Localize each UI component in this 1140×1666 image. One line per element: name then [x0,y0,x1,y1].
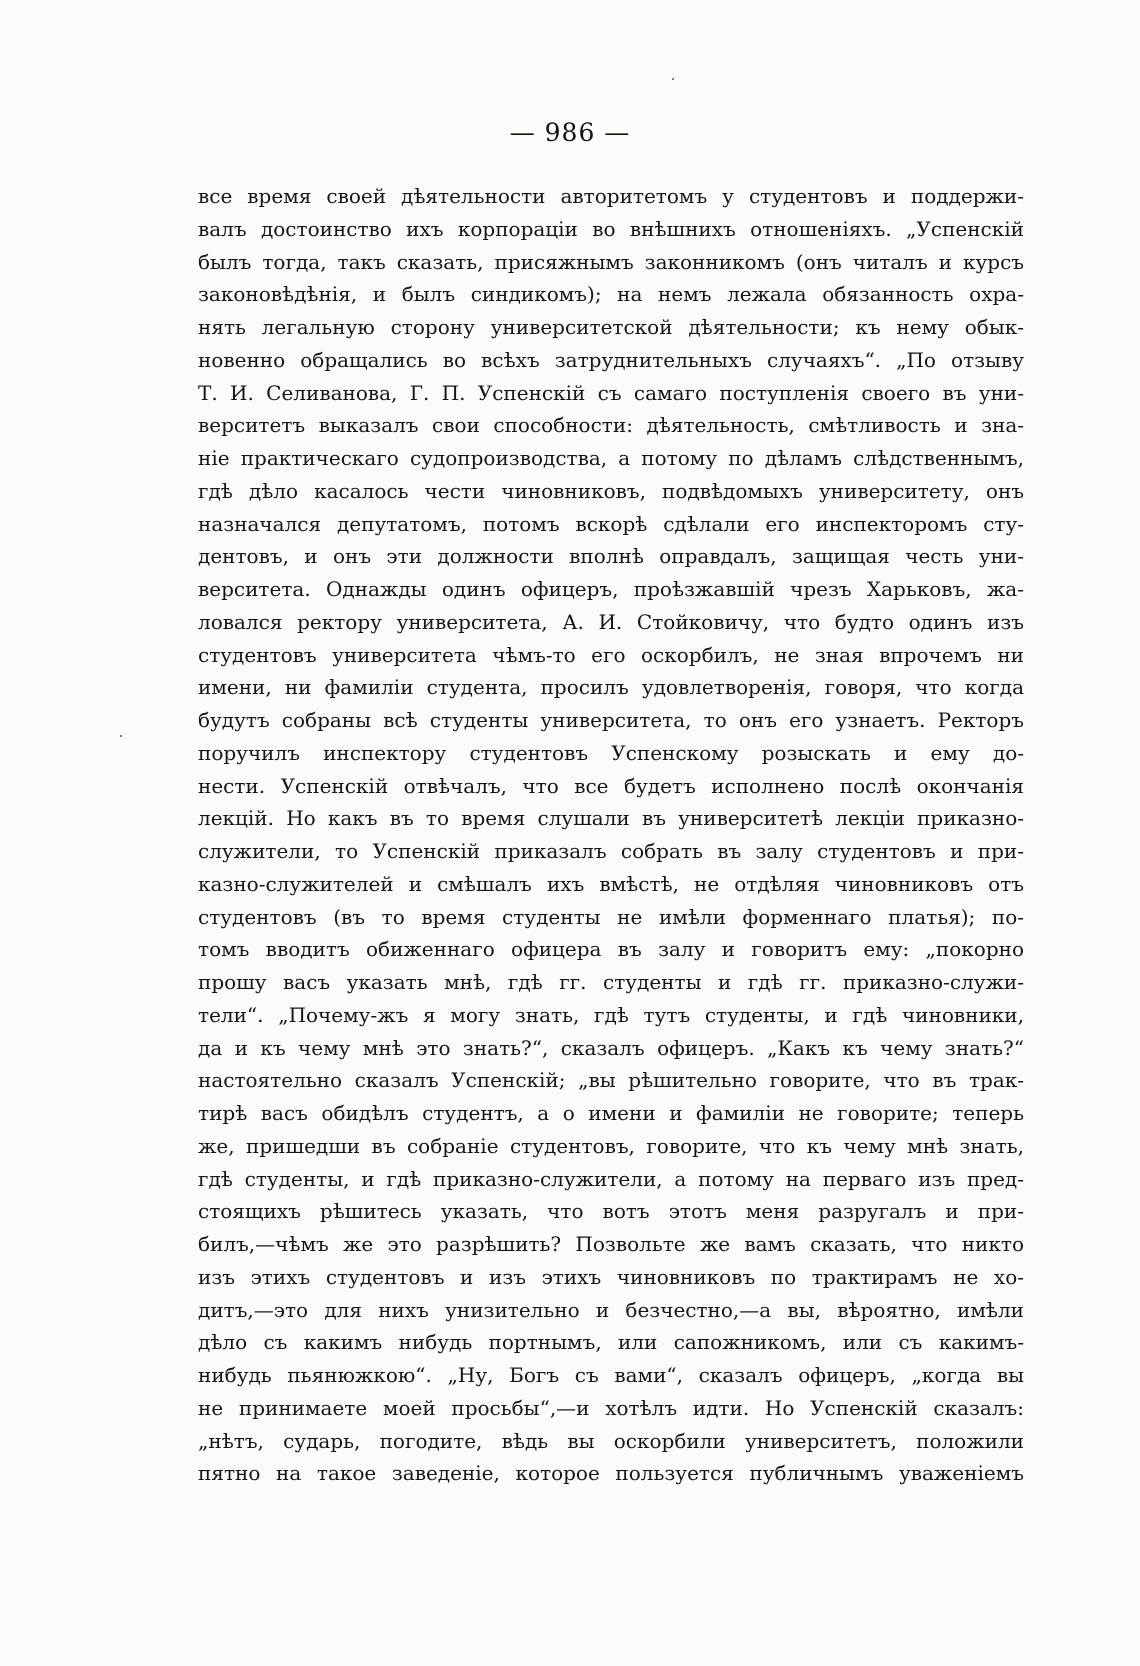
text-line: новенно обращались во всѣхъ затруднительныхъ случаяхъ“. „По отзыву [198,347,1024,372]
text-line: законовѣдѣнія, и былъ синдикомъ); на немъ лежала обязанность охра- [198,282,1024,307]
text-line: нять легальную сторону университетской дѣятельности; къ нему обык- [198,315,1024,339]
text-line: имени, ни фамиліи студента, просилъ удовлетворенія, говоря, что когда [198,675,1024,700]
text-line: казно-служителей и смѣшалъ ихъ вмѣстѣ, не отдѣляя чиновниковъ отъ [198,871,1024,896]
text-line: поручилъ инспектору студентовъ Успенскому розыскать и ему до- [198,740,1024,765]
text-line: Т. И. Селиванова, Г. П. Успенскій съ самаго поступленія своего въ уни- [198,380,1024,405]
text-line: нести. Успенскій отвѣчалъ, что все будетъ исполнено послѣ окончанія [198,773,1024,798]
text-line: будутъ собраны всѣ студенты университета, то онъ его узнаетъ. Ректоръ [198,708,1024,732]
text-line: гдѣ дѣло касалось чести чиновниковъ, подвѣдомыхъ университету, онъ [198,478,1024,503]
scan-speck [120,735,122,737]
text-line: верситета. Однажды одинъ офицеръ, проѣзжавшій чрезъ Харьковъ, жа- [198,577,1024,601]
text-line: дентовъ, и онъ эти должности вполнѣ оправдалъ, защищая честь уни- [198,544,1024,569]
text-line: да и къ чему мнѣ это знать?“, сказалъ офицеръ. „Какъ къ чему знать?“ [198,1035,1024,1060]
text-line: билъ,—чѣмъ же это разрѣшить? Позвольте же вамъ сказать, что никто [198,1232,1024,1256]
text-line: все время своей дѣятельности авторитетомъ у студентовъ и поддержи- [198,184,1024,208]
text-line: былъ тогда, такъ сказать, присяжнымъ законникомъ (онъ читалъ и курсъ [198,249,1024,274]
text-line: же, пришедши въ собраніе студентовъ, говорите, что къ чему мнѣ знать, [198,1133,1024,1158]
text-line: тирѣ васъ обидѣлъ студентъ, а о имени и фамиліи не говорите; теперь [198,1101,1024,1125]
text-line: прошу васъ указать мнѣ, гдѣ гг. студенты и гдѣ гг. приказно-служи- [198,970,1024,994]
text-line: ловался ректору университета, А. И. Стойковичу, что будто одинъ изъ [198,609,1024,634]
text-line: валъ достоинство ихъ корпораціи во внѣшнихъ отношеніяхъ. „Успенскій [198,216,1024,241]
text-line: гдѣ студенты, и гдѣ приказно-служители, а потому на перваго изъ пред- [198,1166,1024,1191]
text-line: верситетъ выказалъ свои способности: дѣятельность, смѣтливость и зна- [198,413,1024,438]
text-line: не принимаете моей просьбы“,—и хотѣлъ идти. Но Успенскій сказалъ: [198,1395,1024,1420]
text-line: назначался депутатомъ, потомъ вскорѣ сдѣлали его инспекторомъ сту- [198,511,1024,536]
text-line: нибудь пьянюжкою“. „Ну, Богъ съ вами“, сказалъ офицеръ, „когда вы [198,1363,1024,1387]
page-number: — 986 — [509,118,631,147]
text-line: пятно на такое заведеніе, которое пользуется публичнымъ уваженіемъ [198,1461,1024,1486]
text-line: студентовъ (въ то время студенты не имѣли форменнаго платья); по- [198,904,1024,929]
text-line: дѣло съ какимъ нибудь портнымъ, или сапожникомъ, или съ какимъ- [198,1330,1024,1355]
text-line: стоящихъ рѣшитесь указать, что вотъ этотъ меня разругалъ и при- [198,1199,1024,1224]
scan-speck [672,78,674,80]
text-line: служители, то Успенскій приказалъ собрать въ залу студентовъ и при- [198,839,1024,863]
text-line: настоятельно сказалъ Успенскій; „вы рѣшительно говорите, что въ трак- [198,1068,1024,1093]
text-line: ніе практическаго судопроизводства, а потому по дѣламъ слѣдственнымъ, [198,446,1024,470]
text-line: студентовъ университета чѣмъ-то его оскорбилъ, не зная впрочемъ ни [198,642,1024,667]
text-line: лекцій. Но какъ въ то время слушали въ университетѣ лекціи приказно- [198,806,1024,831]
body-text [198,180,1024,1490]
text-line: тели“. „Почему-жъ я могу знать, гдѣ тутъ студенты, и гдѣ чиновники, [198,1002,1024,1027]
text-line: томъ вводитъ обиженнаго офицера въ залу и говоритъ ему: „покорно [198,937,1024,962]
text-line: дитъ,—это для нихъ унизительно и безчестно,—а вы, вѣроятно, имѣли [198,1297,1024,1322]
text-line: „нѣтъ, сударь, погодите, вѣдь вы оскорбили университетъ, положили [198,1428,1024,1453]
text-line: изъ этихъ студентовъ и изъ этихъ чиновниковъ по трактирамъ не хо- [198,1264,1024,1289]
